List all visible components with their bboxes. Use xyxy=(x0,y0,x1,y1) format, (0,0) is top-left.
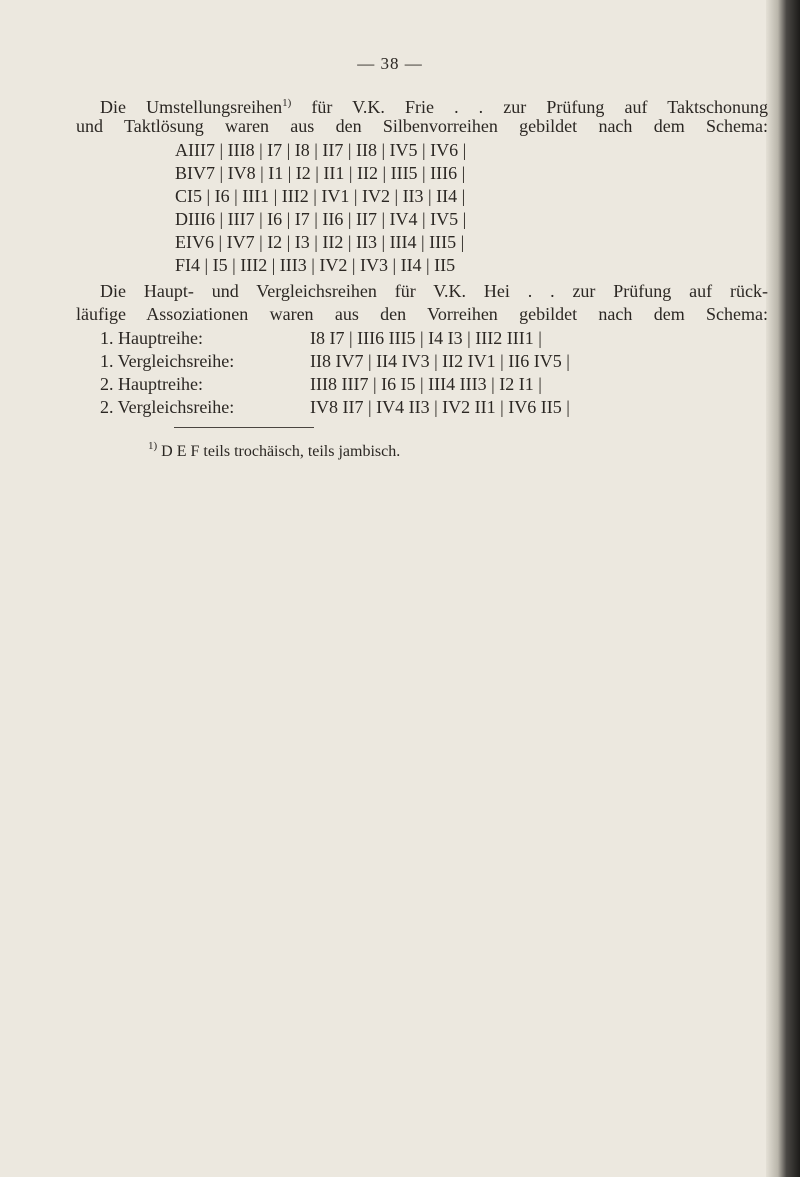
schema-1-row-f: FI4 | I5 | III2 | III3 | IV2 | IV3 | II4 | II5 xyxy=(175,255,456,275)
schema-1-row-e: EIV6 | IV7 | I2 | I3 | II2 | II3 | III4 | III5 | xyxy=(175,232,465,252)
schema-1-row-a: AIII7 | III8 | I7 | I8 | II7 | II8 | IV5 | IV6 | xyxy=(175,140,467,160)
paragraph-1-text: Die Umstellungsreihen xyxy=(100,97,283,117)
page-number: — 38 — xyxy=(357,54,423,73)
schema-2-row-4 xyxy=(100,396,570,419)
footnote-separator xyxy=(174,427,314,428)
schema-2-row-value: I8 I7 | III6 III5 | I4 I3 | III2 III1 | xyxy=(310,328,542,348)
paragraph-1-text-cont: für V.K. Frie . . zur Prüfung auf Taktschonung xyxy=(291,97,769,117)
paragraph-1-line-2: und Taktlösung waren aus den Silbenvorreihen gebildet nach dem Schema: xyxy=(76,116,768,136)
schema-2-row-2 xyxy=(100,350,570,373)
schema-2-row-value: IV8 II7 | IV4 II3 | IV2 II1 | IV6 II5 | xyxy=(310,397,570,417)
paragraph-2-line-1: Die Haupt- und Vergleichsreihen für V.K. Hei . . zur Prüfung auf rück- xyxy=(100,281,768,301)
footnote-text: D E F teils trochäisch, teils jambisch. xyxy=(157,443,401,460)
schema-2-row-label: 2. Vergleichsreihe: xyxy=(100,397,235,417)
schema-2-row-label: 1. Vergleichsreihe: xyxy=(100,351,235,371)
schema-2-row-label: 2. Hauptreihe: xyxy=(100,374,203,394)
schema-2-row-label: 1. Hauptreihe: xyxy=(100,328,203,348)
paragraph-2-line-2: läufige Assoziationen waren aus den Vorreihen gebildet nach dem Schema: xyxy=(76,304,768,324)
schema-2-row-3 xyxy=(100,373,542,396)
schema-2-row-1 xyxy=(100,327,542,350)
footnote xyxy=(148,436,400,462)
schema-1-row-c: CI5 | I6 | III1 | III2 | IV1 | IV2 | II3 | II4 | xyxy=(175,186,466,206)
schema-2-row-value: III8 III7 | I6 I5 | III4 III3 | I2 I1 | xyxy=(310,374,542,394)
schema-1-row-d: DIII6 | III7 | I6 | I7 | II6 | II7 | IV4 | IV5 | xyxy=(175,209,467,229)
schema-1-row-b: BIV7 | IV8 | I1 | I2 | II1 | II2 | III5 | III6 | xyxy=(175,163,466,183)
footnote-marker: 1) xyxy=(148,440,158,452)
page-edge-shadow xyxy=(766,0,800,1177)
schema-2-row-value: II8 IV7 | II4 IV3 | II2 IV1 | II6 IV5 | xyxy=(310,351,570,371)
footnote-reference: 1) xyxy=(282,97,292,109)
